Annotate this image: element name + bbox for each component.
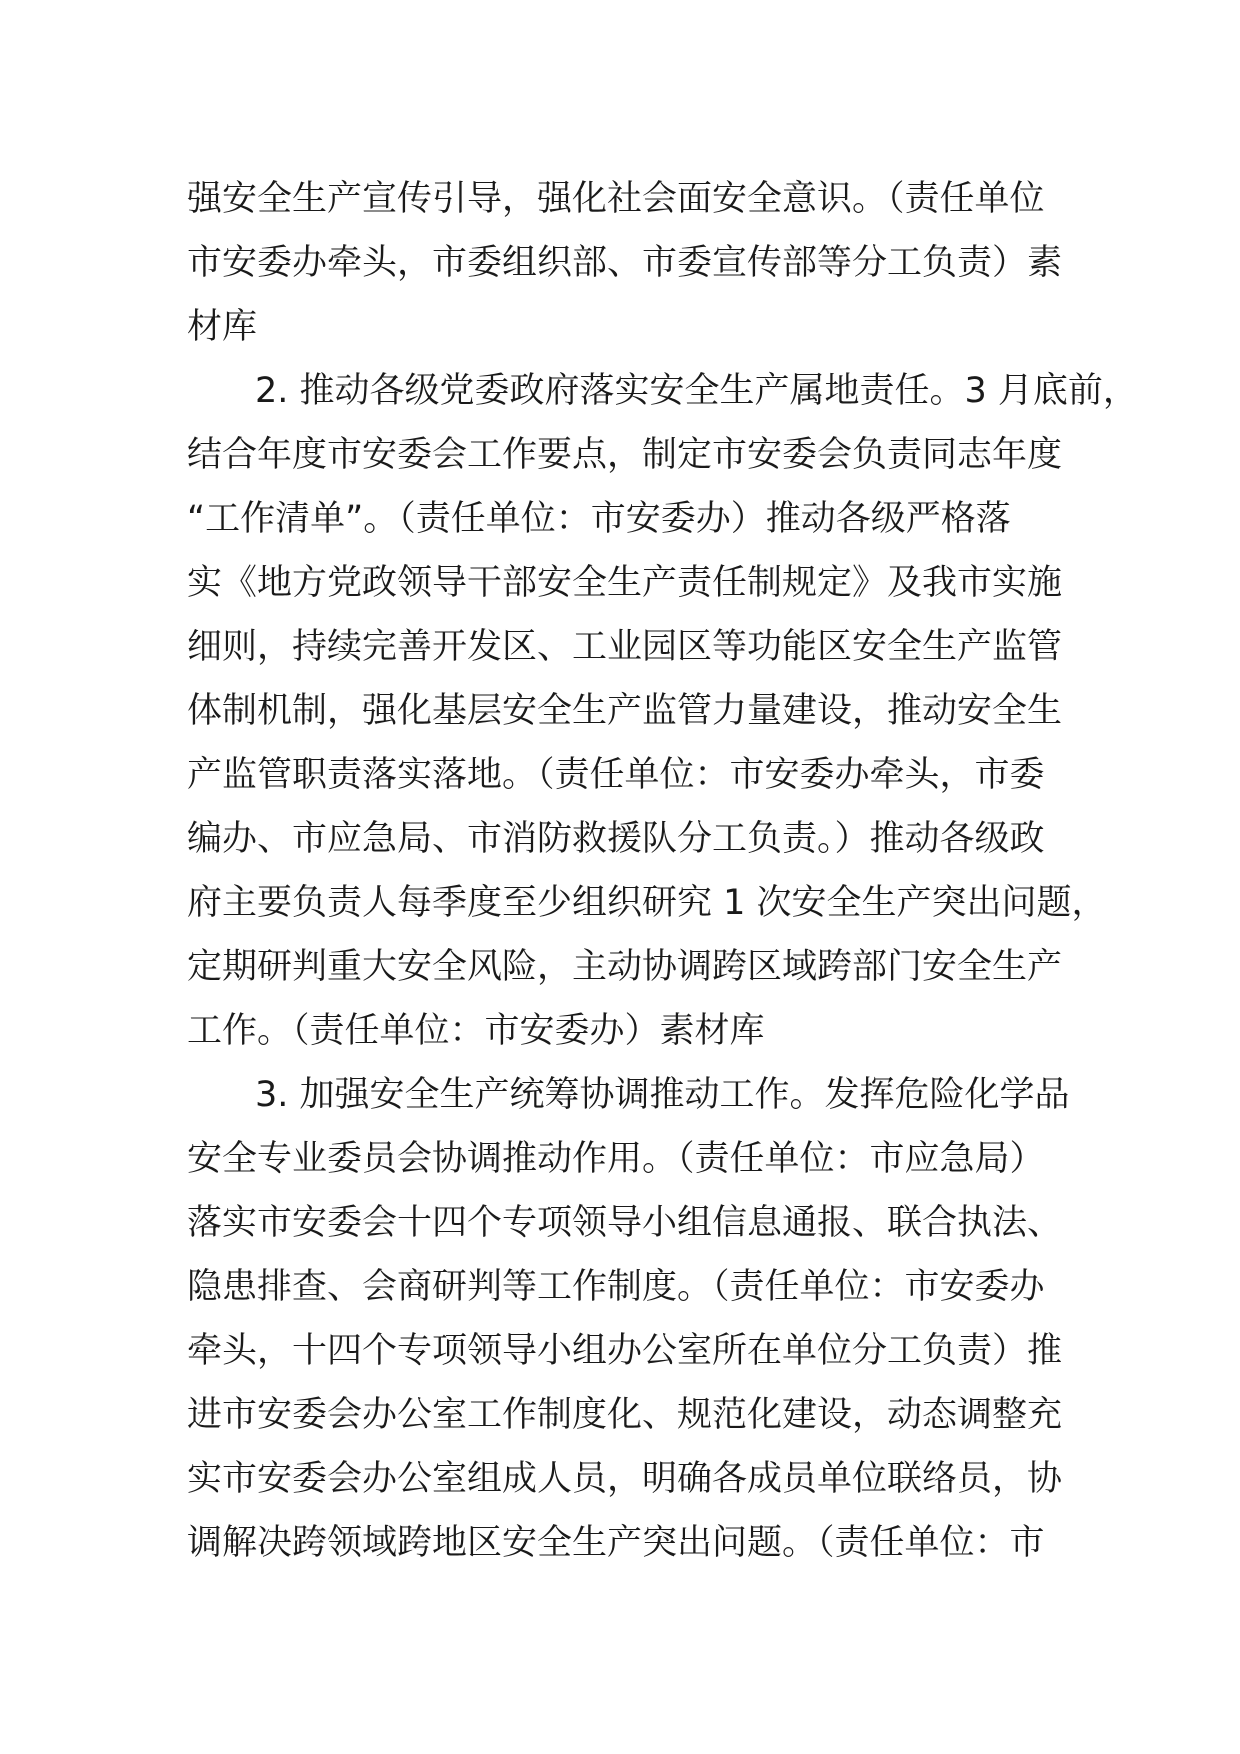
text-line: 安全专业委员会协调推动作用。（责任单位：市应急局） xyxy=(187,1139,1045,1179)
document-body xyxy=(187,167,1138,1575)
text-line: 定期研判重大安全风险，主动协调跨区域跨部门安全生产 xyxy=(187,947,1063,987)
text-line: 牵头，十四个专项领导小组办公室所在单位分工负责）推 xyxy=(187,1331,1063,1371)
paragraph-2-heading-line: 2. 推动各级党委政府落实安全生产属地责任。3 月底前， xyxy=(255,371,1138,411)
text-line: 工作。（责任单位：市安委办）素材库 xyxy=(187,1011,765,1051)
text-line: 府主要负责人每季度至少组织研究 1 次安全生产突出问题， xyxy=(187,883,1107,923)
text-line: 编办、市应急局、市消防救援队分工负责。）推动各级政 xyxy=(187,819,1045,859)
text-line: 实市安委会办公室组成人员，明确各成员单位联络员，协 xyxy=(187,1459,1063,1499)
text-line: 落实市安委会十四个专项领导小组信息通报、联合执法、 xyxy=(187,1203,1063,1243)
text-line: 细则，持续完善开发区、工业园区等功能区安全生产监管 xyxy=(187,627,1063,667)
text-line: 实《地方党政领导干部安全生产责任制规定》及我市实施 xyxy=(187,563,1063,603)
text-line: 调解决跨领域跨地区安全生产突出问题。（责任单位：市 xyxy=(187,1523,1045,1563)
text-line: 产监管职责落实落地。（责任单位：市安委办牵头，市委 xyxy=(187,755,1045,795)
text-line: 市安委办牵头，市委组织部、市委宣传部等分工负责）素 xyxy=(187,243,1063,283)
text-line: 结合年度市安委会工作要点，制定市安委会负责同志年度 xyxy=(187,435,1063,475)
text-line: “工作清单”。（责任单位：市安委办）推动各级严格落 xyxy=(187,499,1011,539)
paragraph-3-heading-line: 3. 加强安全生产统筹协调推动工作。发挥危险化学品 xyxy=(255,1075,1070,1115)
text-line: 材库 xyxy=(187,307,258,347)
text-line: 进市安委会办公室工作制度化、规范化建设，动态调整充 xyxy=(187,1395,1063,1435)
text-line: 体制机制，强化基层安全生产监管力量建设，推动安全生 xyxy=(187,691,1063,731)
text-line: 隐患排查、会商研判等工作制度。（责任单位：市安委办 xyxy=(187,1267,1045,1307)
text-line: 强安全生产宣传引导，强化社会面安全意识。（责任单位 xyxy=(187,179,1045,219)
